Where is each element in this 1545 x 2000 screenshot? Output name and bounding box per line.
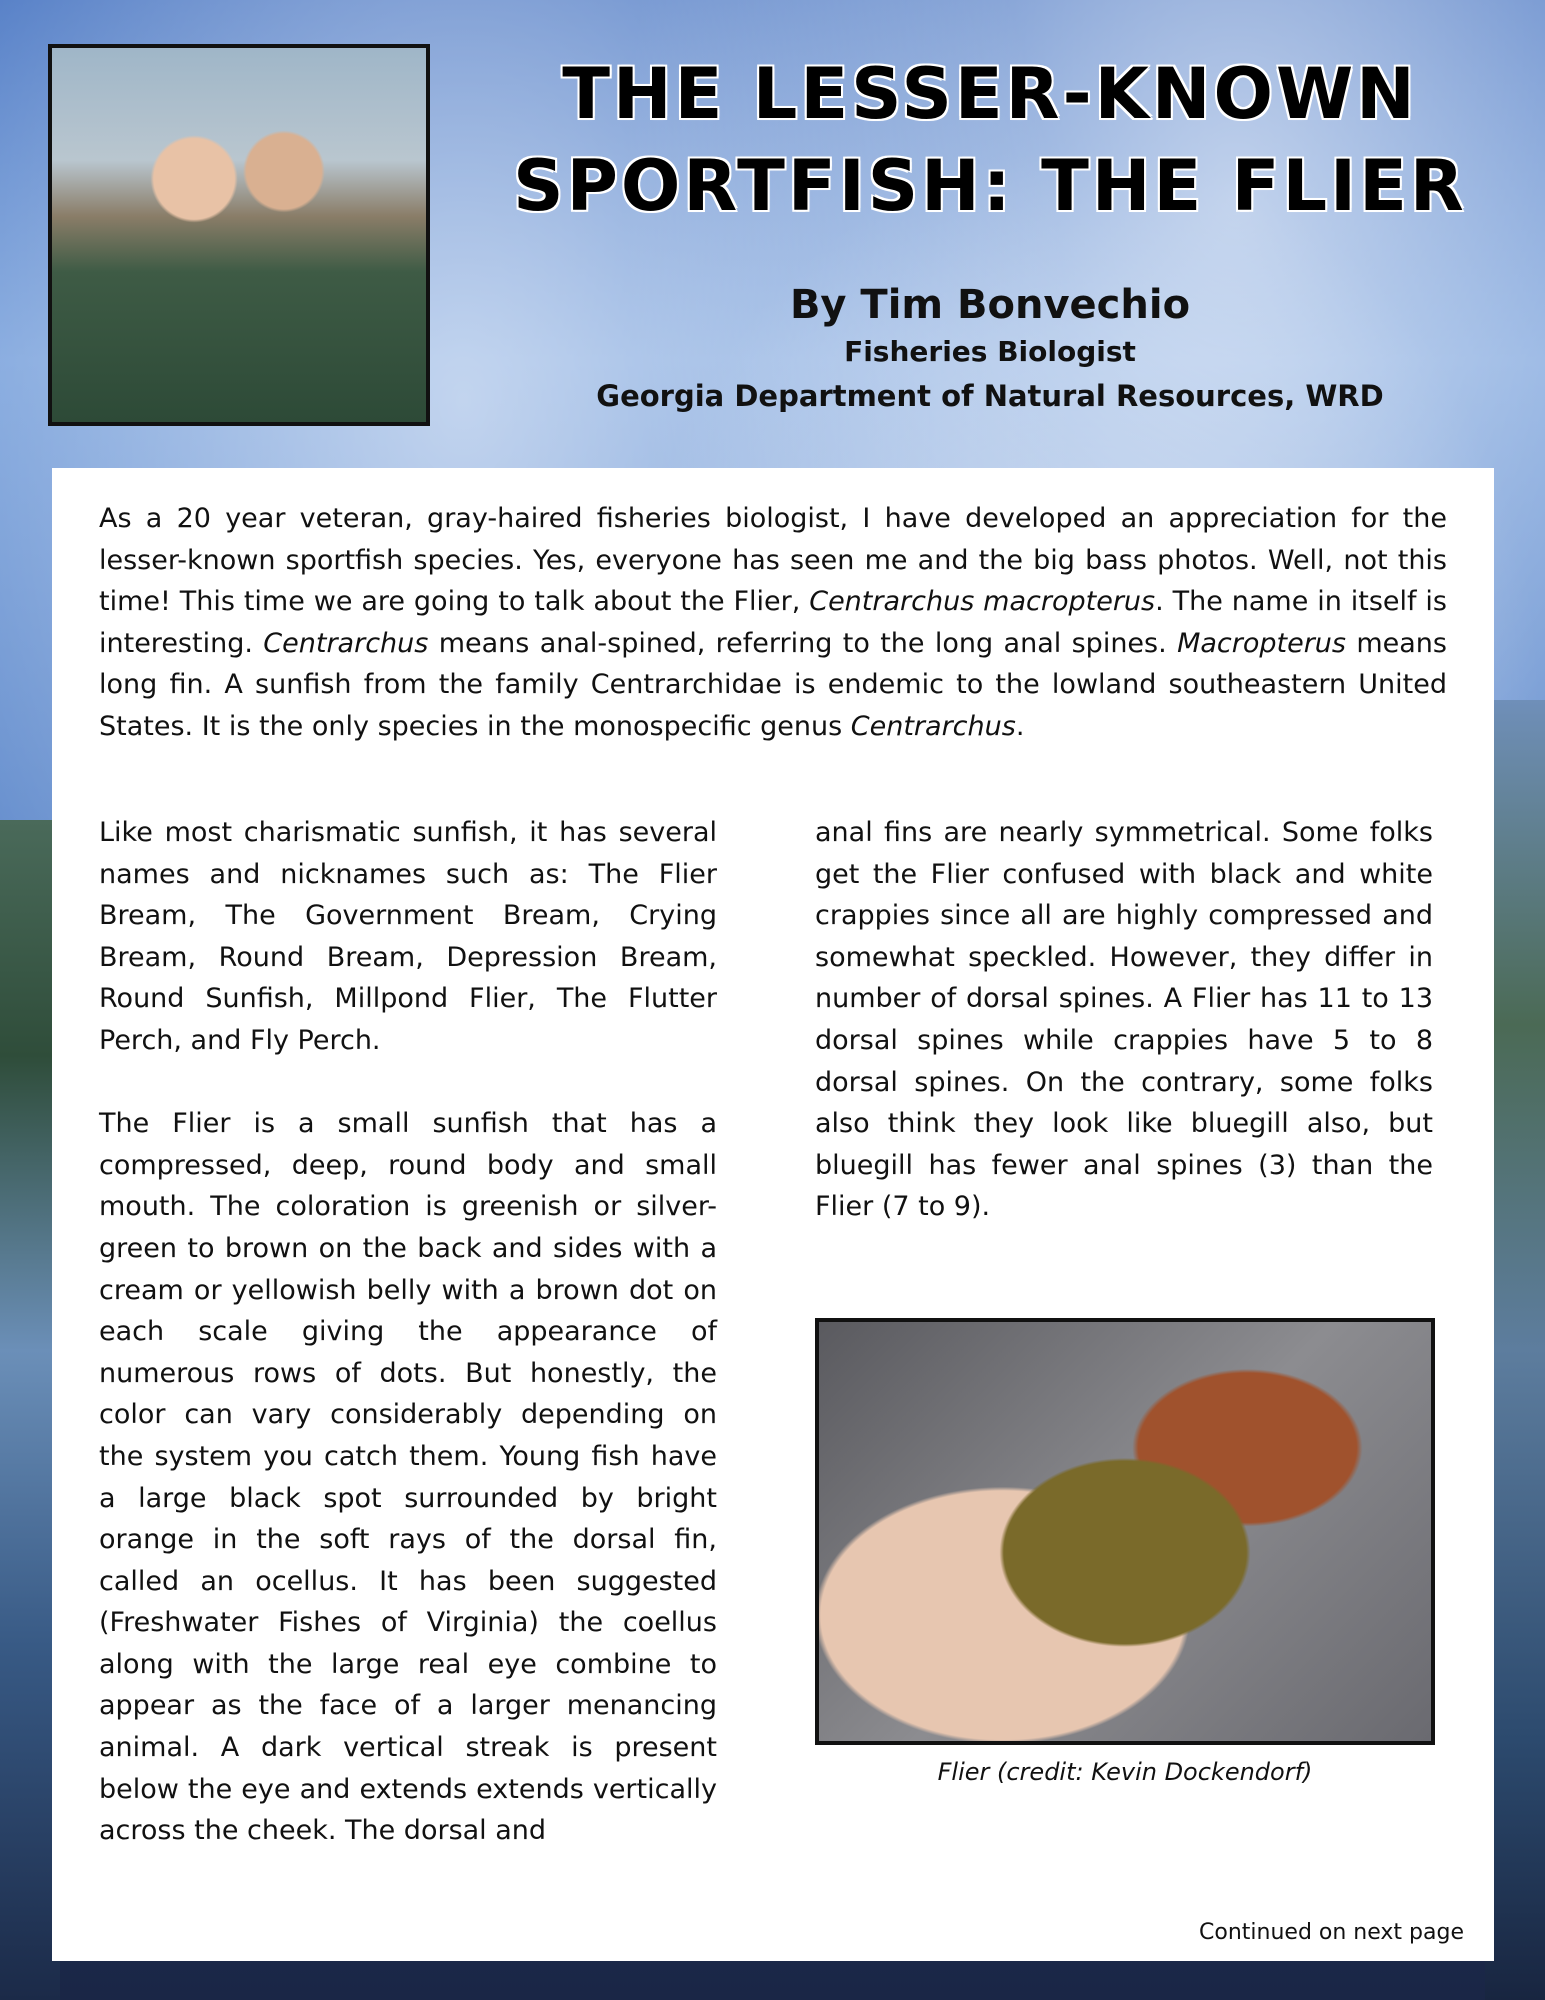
intro-genus-name: Centrarchus bbox=[263, 627, 429, 659]
title-line-1: THE LESSER-KNOWN bbox=[562, 53, 1418, 135]
author-organization: Georgia Department of Natural Resources, WRD bbox=[596, 379, 1384, 413]
left-paragraph-1: Like most charismatic sunfish, it has several names and nicknames such as: The Flier Bream, The Government Bream, Crying Bream, Round Bream, Depression Bream, Round Sunfish, Millpond Flier, The Flutter Perch, and Fly Perch. bbox=[99, 817, 717, 1056]
photo-caption: Flier (credit: Kevin Dockendorf) bbox=[937, 1758, 1313, 1786]
left-paragraph-2: The Flier is a small sunfish that has a compressed, deep, round body and small mouth. The coloration is greenish or silver-green to brown on the back and sides with a cream or yellowish belly with a brown dot on each scale giving the appearance of numerous rows of dots. But honestly, the color can vary considerably depending on the system you catch them. Young fish have a large black spot surrounded by bright orange in the soft rays of the dorsal fin, called an ocellus. It has been suggested (Freshwater Fishes of Virginia) the coellus along with the large real eye combine to appear as the face of a larger menancing animal. A dark vertical streak is present below the eye and extends extends vertically across the cheek. The dorsal and bbox=[99, 1108, 717, 1847]
article-panel bbox=[52, 468, 1494, 1961]
left-column bbox=[99, 812, 717, 1893]
flier-fish-photo bbox=[815, 1318, 1435, 1745]
background-left-scenery bbox=[0, 820, 60, 2000]
intro-species-name: Macropterus bbox=[1177, 627, 1346, 659]
intro-genus-name-2: Centrarchus bbox=[850, 710, 1016, 742]
intro-text-4: means long fin. A sunfish from the family Centrarchidae is endemic to the lowland southeastern United States. It is the only species in the monospecific genus bbox=[99, 627, 1447, 742]
intro-text-3: means anal-spined, referring to the long anal spines. bbox=[428, 627, 1178, 659]
author-name: By Tim Bonvechio bbox=[789, 282, 1191, 328]
author-role: Fisheries Biologist bbox=[844, 335, 1136, 368]
intro-scientific-name: Centrarchus macropterus bbox=[809, 586, 1156, 617]
right-column bbox=[815, 812, 1433, 1270]
byline bbox=[470, 280, 1510, 418]
intro-paragraph bbox=[99, 498, 1447, 747]
intro-text-2: . The name in itself is interesting. bbox=[99, 586, 1447, 659]
continued-note: Continued on next page bbox=[1199, 1920, 1464, 1945]
right-paragraph-1: anal fins are nearly symmetrical. Some folks get the Flier confused with black and white crappies since all are highly compressed and somewhat speckled. However, they differ in number of dorsal spines. A Flier has 11 to 13 dorsal spines while crappies have 5 to 8 dorsal spines. On the contrary, some folks also think they look like bluegill also, but bluegill has fewer anal spines (3) than the Flier (7 to 9). bbox=[815, 817, 1433, 1223]
background-right-scenery bbox=[1485, 700, 1545, 2000]
title-line-2: SPORTFISH: THE FLIER bbox=[513, 145, 1467, 227]
intro-text-5: . bbox=[1015, 710, 1025, 742]
article-title bbox=[470, 48, 1510, 232]
intro-text-1: As a 20 year veteran, gray-haired fisheries biologist, I have developed an appreciation for the lesser-known sportfish species. Yes, everyone has seen me and the big bass photos. Well, not this time! This time we are going to talk about the Flier, bbox=[99, 503, 1447, 617]
author-photo bbox=[48, 44, 430, 426]
